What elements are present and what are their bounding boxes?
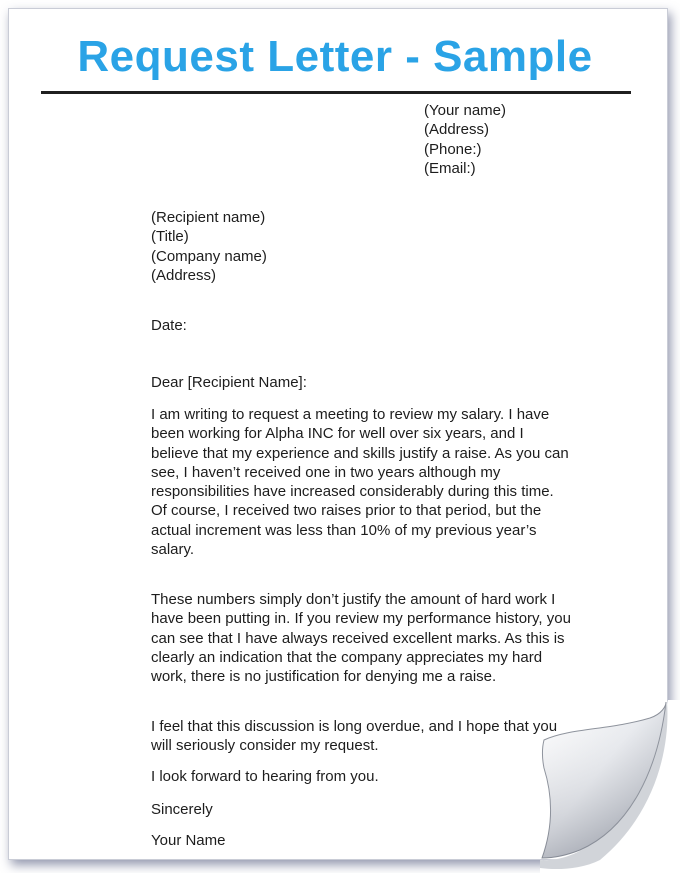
sender-name: (Your name) [424,102,506,119]
sender-email: (Email:) [424,159,476,177]
signature: Your Name [151,832,226,849]
body-paragraph-1: I am writing to request a meeting to review my salary. I have been working for Alpha INC for well over six years, and I believe that my experience and skills justify a raise. As you can see, I haven’t received one in two years although my responsibilities have increased considerably during this time. Of course, I received two raises prior to that period, but the actual increment was less than 10% of my previous year’s salary. [151,406,569,559]
page-curl-icon [540,700,680,873]
recipient-address: (Address) [151,266,217,284]
sender-address: (Address) [424,121,490,139]
sender-block [424,101,506,178]
body-paragraph-4: I look forward to hearing from you. [151,768,379,785]
title-divider [41,91,631,94]
recipient-company: (Company name) [151,247,267,265]
salutation: Dear [Recipient Name]: [151,374,307,391]
date-label: Date: [151,317,187,334]
recipient-title: (Title) [151,228,189,246]
body-paragraph-2: These numbers simply don’t justify the amount of hard work I have been putting in. If you review my performance history, you can see that I have always received excellent marks. As this is clearly an indication that the company appreciates my hard work, there is no justification for denying me a raise. [151,591,571,686]
body-paragraph-3: I feel that this discussion is long overdue, and I hope that you will seriously consider my request. [151,718,558,755]
page-title: Request Letter - Sample [77,32,593,81]
sender-phone: (Phone:) [424,140,482,158]
closing: Sincerely [151,801,213,818]
recipient-block [151,208,267,285]
recipient-name: (Recipient name) [151,209,266,226]
